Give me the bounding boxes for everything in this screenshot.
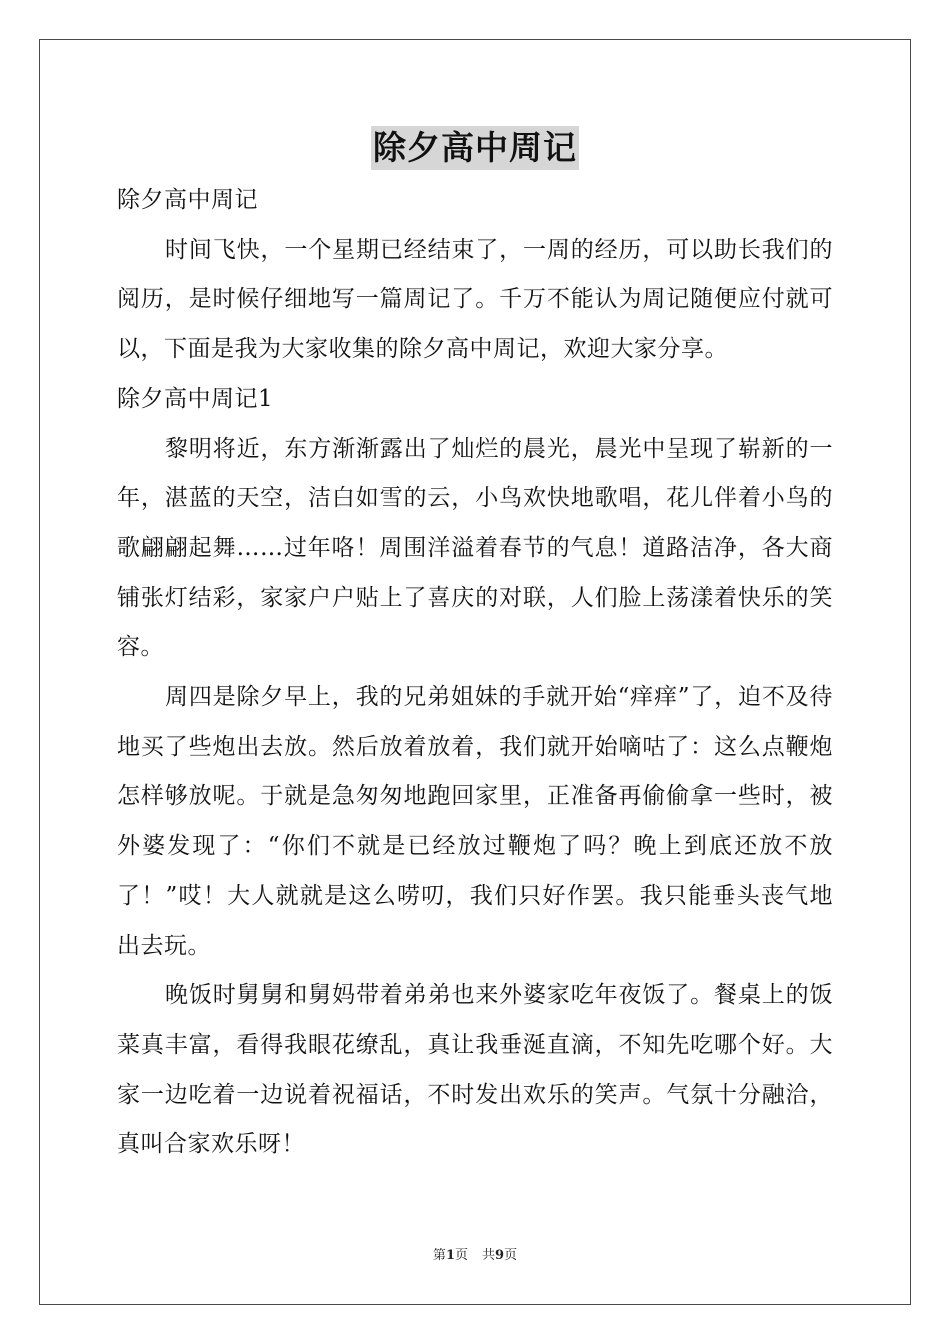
total-pages: 9: [495, 1248, 505, 1263]
page-suffix: 页: [454, 1248, 468, 1263]
paragraph-firecrackers: 周四是除夕早上，我的兄弟姐妹的手就开始“痒痒”了，迫不及待地买了些炮出去放。然后放着放着，我们就开始嘀咕了：这么点鞭炮怎样够放呢。于就是急匆匆地跑回家里，正准备再偷偷拿一些时，被外婆发现了：“你们不就是已经放过鞭炮了吗？晚上到底还放不放了！”哎！大人就就是这么唠叨，我们只好作罢。我只能垂头丧气地出去玩。: [117, 684, 833, 959]
page-number: 1: [445, 1248, 455, 1263]
document-title: 除夕高中周记: [371, 126, 579, 170]
total-prefix: 共: [482, 1248, 496, 1263]
document-body: [117, 176, 833, 1170]
paragraph-subtitle: 除夕高中周记: [117, 187, 258, 213]
paragraph-intro: 时间飞快，一个星期已经结束了，一周的经历，可以助长我们的阅历，是时候仔细地写一篇周记了。千万不能认为周记随便应付就可以，下面是我为大家收集的除夕高中周记，欢迎大家分享。: [117, 236, 833, 363]
total-suffix: 页: [504, 1248, 518, 1263]
paragraph-section-heading: 除夕高中周记1: [117, 385, 274, 412]
paragraph-dawn: 黎明将近，东方渐渐露出了灿烂的晨光，晨光中呈现了崭新的一年，湛蓝的天空，洁白如雪的云，小鸟欢快地歌唱，花儿伴着小鸟的歌翩翩起舞……过年咯！周围洋溢着春节的气息！道路洁净，各大商铺张灯结彩，家家户户贴上了喜庆的对联，人们脸上荡漾着快乐的笑容。: [117, 435, 833, 661]
paragraph-dinner: 晚饭时舅舅和舅妈带着弟弟也来外婆家吃年夜饭了。餐桌上的饭菜真丰富，看得我眼花缭乱，真让我垂涎直滴，不知先吃哪个好。大家一边吃着一边说着祝福话，不时发出欢乐的笑声。气氛十分融洽，真叫合家欢乐呀！: [117, 982, 833, 1158]
title-container: [0, 126, 950, 170]
page-footer: [0, 1247, 950, 1265]
page-prefix: 第: [432, 1248, 446, 1263]
